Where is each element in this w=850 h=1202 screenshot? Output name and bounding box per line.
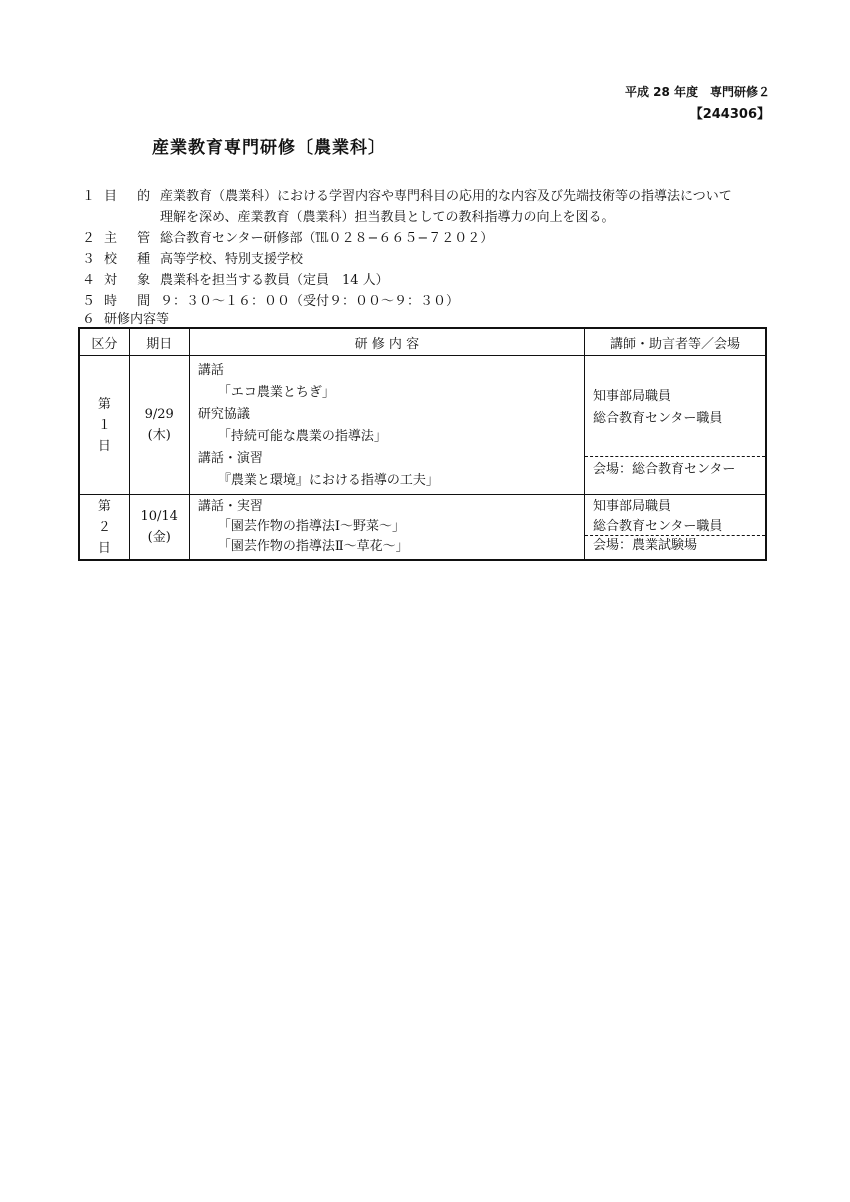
item-label: 対 象	[104, 273, 159, 288]
item-text: 高等学校、特別支援学校	[160, 252, 304, 267]
date: 10/14	[140, 509, 178, 524]
content-main: 講話・実習	[197, 499, 263, 514]
item-label: 研修内容等	[104, 312, 170, 327]
item-number: ２	[82, 231, 96, 246]
header-kubun: 区分	[79, 328, 129, 356]
date-cell	[129, 495, 189, 561]
weekday: (金)	[147, 530, 171, 545]
date-cell	[129, 356, 189, 495]
day-label: 第 １ 日	[79, 356, 129, 495]
content-main: 講話	[197, 363, 224, 378]
item-number: ６	[82, 312, 96, 327]
schedule-table	[78, 327, 767, 561]
page-title: 産業教育専門研修〔農業科〕	[152, 138, 386, 158]
item-text: 産業教育（農業科）における学習内容や専門科目の応用的な内容及び先端技術等の指導法について	[160, 189, 732, 204]
header-content: 研 修 内 容	[189, 328, 584, 356]
content-sub: 「園芸作物の指導法Ⅰ〜野菜〜」	[217, 519, 405, 534]
item-school-type	[82, 248, 303, 267]
item-training-content	[82, 308, 175, 327]
content-sub: 「エコ農業とちぎ」	[217, 385, 335, 400]
item-label: 目 的	[104, 189, 159, 204]
item-number: ４	[82, 273, 96, 288]
lecturer-cell	[584, 495, 766, 561]
item-number: １	[82, 189, 96, 204]
item-number: ５	[82, 294, 96, 309]
weekday: (木)	[147, 428, 171, 443]
item-text: 農業科を担当する教員（定員 14 人）	[160, 273, 389, 288]
item-time	[82, 290, 459, 309]
content-main: 講話・演習	[197, 451, 263, 466]
content-sub: 「持続可能な農業の指導法」	[217, 429, 387, 444]
venue: 会場：総合教育センター	[585, 456, 765, 482]
content-cell	[189, 356, 584, 495]
day-label: 第 ２ 日	[79, 495, 129, 561]
item-label: 時 間	[104, 294, 159, 309]
item-text: 総合教育センター研修部（℡０２８−６６５−７２０２）	[160, 231, 494, 246]
item-number: ３	[82, 252, 96, 267]
item-purpose-continued: 理解を深め、産業教育（農業科）担当教員としての教科指導力の向上を図る。	[160, 210, 615, 225]
content-cell	[189, 495, 584, 561]
item-organizer	[82, 227, 493, 246]
header-lecturer: 講師・助言者等／会場	[584, 328, 766, 356]
content-main: 研究協議	[197, 407, 250, 422]
item-label: 校 種	[104, 252, 159, 267]
content-sub: 『農業と環境』における指導の工夫」	[217, 473, 439, 488]
venue: 会場：農業試験場	[585, 535, 765, 555]
lecturer-list: 知事部局職員 総合教育センター職員	[592, 389, 723, 426]
course-code: 【244306】	[689, 107, 770, 122]
content-sub: 「園芸作物の指導法Ⅱ〜草花〜」	[217, 539, 409, 554]
lecturer-list: 知事部局職員 総合教育センター職員	[592, 499, 723, 534]
year-course-label: 平成 28 年度 専門研修２	[624, 85, 770, 99]
table-row	[79, 356, 766, 495]
header-date: 期日	[129, 328, 189, 356]
lecturer-cell	[584, 356, 766, 495]
item-target	[82, 269, 389, 288]
table-header-row	[79, 328, 766, 356]
item-label: 主 管	[104, 231, 159, 246]
date: 9/29	[144, 407, 174, 422]
table-row	[79, 495, 766, 561]
item-text: ９：３０〜１６：００（受付９：００〜９：３０）	[160, 294, 460, 309]
item-purpose	[82, 185, 732, 204]
